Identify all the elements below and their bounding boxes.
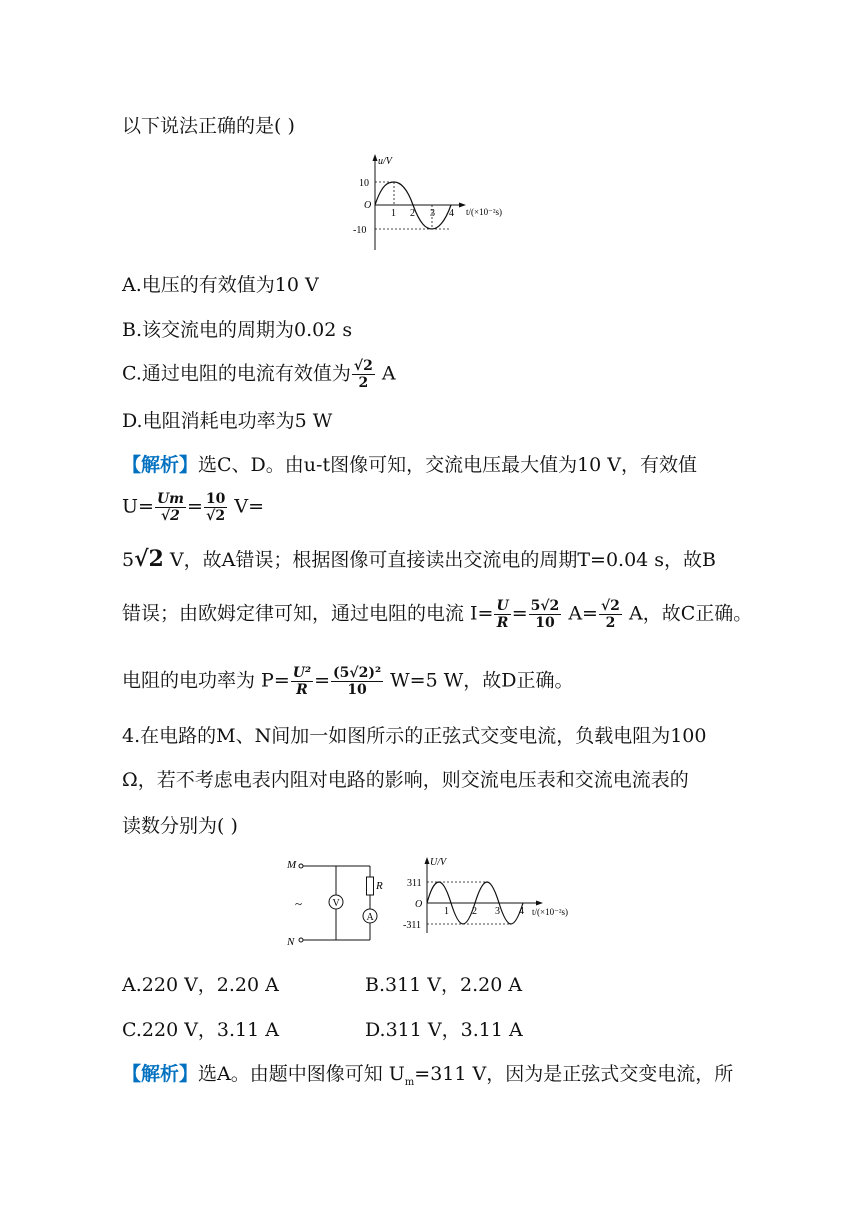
x-tick-4-2: 4 xyxy=(519,906,524,917)
y-axis-label: u/V xyxy=(378,156,392,167)
circuit-diagram xyxy=(283,853,388,953)
x-tick-2-2: 2 xyxy=(472,906,477,917)
q4-option-a[interactable]: A.220 V，2.20 A xyxy=(122,974,279,996)
x-tick-3: 3 xyxy=(430,208,435,219)
ammeter-label: A xyxy=(366,912,374,923)
y-tick-max-2: 311 xyxy=(407,878,422,889)
voltage-time-graph-2 xyxy=(400,855,600,935)
option-d[interactable]: D.电阻消耗电功率为5 W xyxy=(122,410,333,432)
voltage-time-graph xyxy=(345,152,525,252)
x-tick-1: 1 xyxy=(391,208,396,219)
analysis-line-3: 5√2 V，故A错误；根据图像可直接读出交流电的周期T=0.04 s，故B xyxy=(122,546,717,572)
fraction-u2-over-r: $\frac{\text{U²}}{R}$ xyxy=(292,665,312,698)
voltmeter-label: V xyxy=(332,898,340,909)
question-4-stem-line-2: Ω，若不考虑电表内阻对电路的影响，则交流电压表和交流电流表的 xyxy=(122,769,689,791)
analysis-line-5: 电阻的电功率为 P= $\frac{\text{U²}}{R}$ = $\frac{\text{(5√2)²}}{10}$ W=5 W，故D正确。 xyxy=(122,665,574,698)
fraction-5root2sq-over-10: $\frac{\text{(5√2)²}}{10}$ xyxy=(333,665,382,698)
question-4-stem-line-3: 读数分别为( ) xyxy=(122,815,238,837)
question-4-stem-line-1: 4.在电路的M、N间加一如图所示的正弦式交变电流，负载电阻为100 xyxy=(122,725,707,747)
q4-option-d[interactable]: D.311 V，3.11 A xyxy=(365,1019,523,1041)
fraction-10-over-root2: $\frac{10}{√2}$ xyxy=(205,491,226,524)
analysis-line-1: 【解析】选C、D。由u-t图像可知，交流电压最大值为10 V，有效值 xyxy=(122,454,698,476)
fraction-5root2-over-10: $\frac{5√2}{10}$ xyxy=(530,598,560,631)
fraction-root2-over-2b: $\frac{√2}{2}$ xyxy=(600,598,620,631)
analysis-line-2: U= $\frac{Um}{√2}$ = $\frac{10}{√2}$ V= xyxy=(122,491,265,524)
y-tick-max: 10 xyxy=(359,178,369,189)
option-c[interactable] xyxy=(122,358,396,391)
fraction-u-over-r: $\frac{U}{R}$ xyxy=(496,598,509,631)
ac-source-symbol: ~ xyxy=(295,896,303,911)
terminal-m: M xyxy=(287,859,297,871)
x-axis-label: t/(×10⁻²s) xyxy=(466,207,503,217)
x-tick-4: 4 xyxy=(449,208,454,219)
option-c-prefix: C.通过电阻的电流有效值为 xyxy=(122,362,351,385)
origin-label: O xyxy=(364,200,372,211)
q4-option-c[interactable]: C.220 V，3.11 A xyxy=(122,1019,279,1041)
question-stem: 以下说法正确的是( ) xyxy=(122,115,295,137)
y-tick-min: -10 xyxy=(353,225,367,236)
terminal-n: N xyxy=(287,936,295,948)
x-tick-3-2: 3 xyxy=(495,906,500,917)
option-a[interactable]: A.电压的有效值为10 V xyxy=(122,274,319,296)
resistor-label: R xyxy=(376,880,383,892)
x-axis-label-2: t/(×10⁻²s) xyxy=(532,907,569,917)
fraction-root2-over-2: $\frac{√2}{2}$ xyxy=(353,358,373,391)
x-tick-1-2: 1 xyxy=(444,906,449,917)
option-b[interactable]: B.该交流电的周期为0.02 s xyxy=(122,319,353,341)
fraction-um-over-root2: $\frac{Um}{√2}$ xyxy=(156,491,184,524)
q4-analysis-line: 【解析】选A。由题中图像可知 $U_m=311$ V，因为是正弦式交变电流，所 xyxy=(122,1063,734,1088)
resistor-icon xyxy=(367,877,374,895)
option-c-suffix: A xyxy=(375,362,396,385)
y-tick-min-2: -311 xyxy=(403,920,421,931)
q4-option-b[interactable]: B.311 V，2.20 A xyxy=(365,974,523,996)
origin-label-2: O xyxy=(415,899,423,910)
y-axis-label-2: U/V xyxy=(430,857,447,868)
analysis-tag: 【解析】 xyxy=(122,454,199,476)
analysis-tag-2: 【解析】 xyxy=(122,1063,199,1085)
analysis-line-4: 错误；由欧姆定律可知，通过电阻的电流 I= $\frac{U}{R}$ = $\frac{5√2}{10}$ A= $\frac{√2}{2}$ A，故C正确。 xyxy=(122,598,753,631)
x-tick-2: 2 xyxy=(410,208,415,219)
